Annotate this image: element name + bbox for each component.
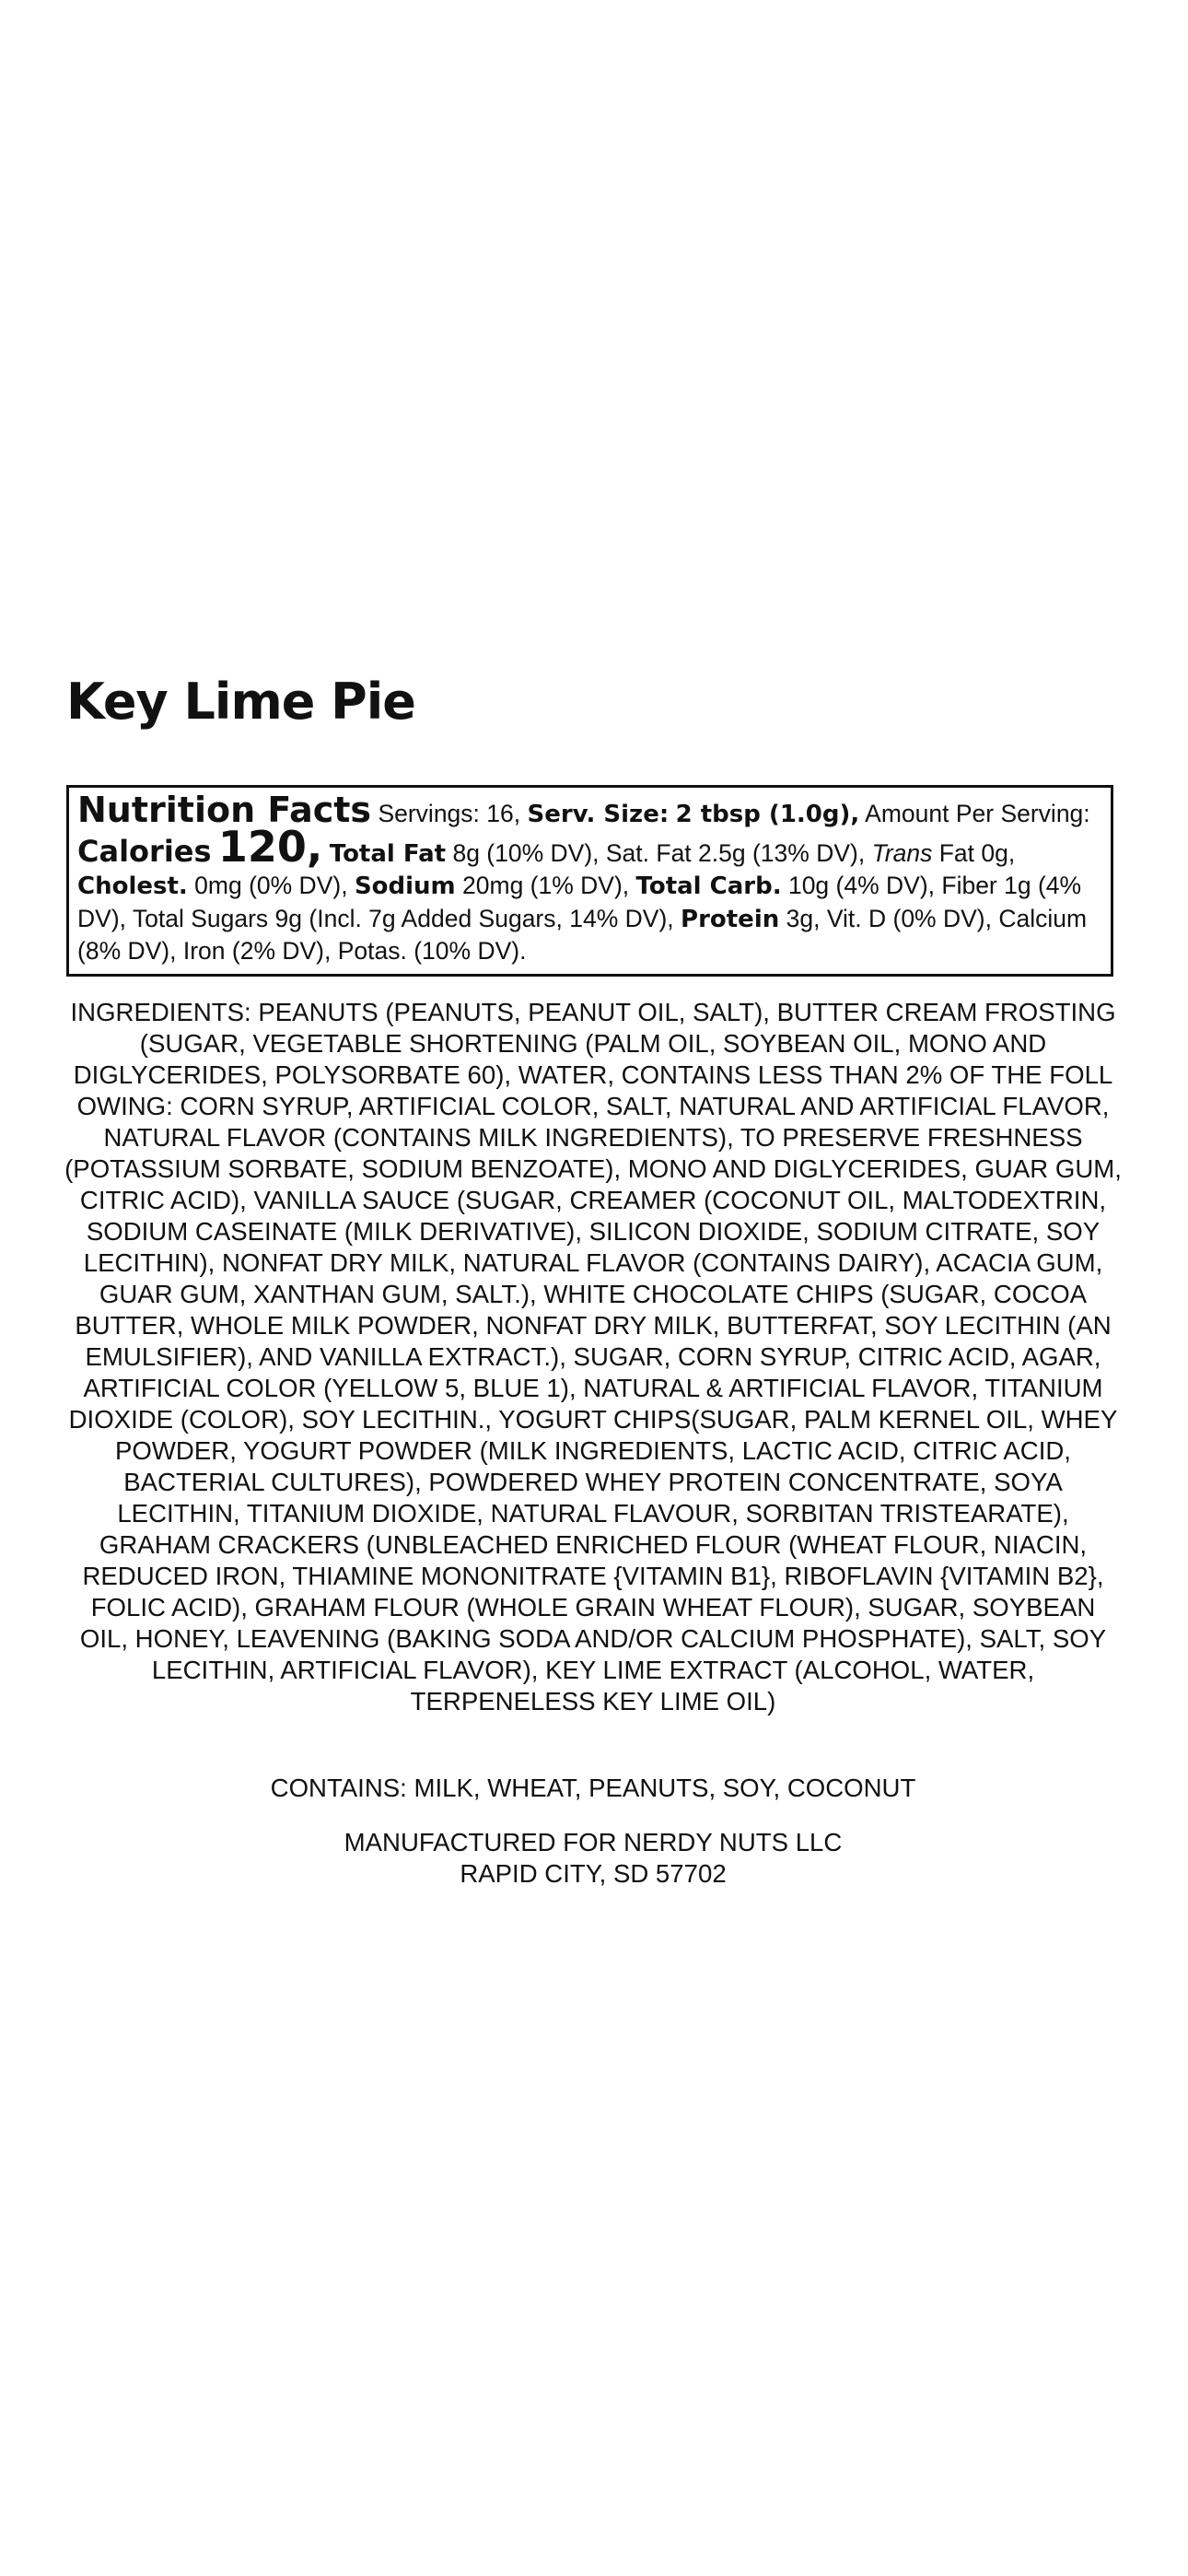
sodium-label: Sodium	[354, 872, 456, 900]
nutrition-facts-heading: Nutrition Facts	[77, 790, 372, 830]
trans-fat-value: Fat 0g,	[938, 838, 1016, 867]
trans-fat-label: Trans	[871, 838, 933, 867]
serving-size-label: Serv. Size:	[527, 801, 670, 828]
calories-value: 120,	[217, 821, 323, 872]
calories-label: Calories	[77, 833, 212, 869]
ingredients-list: INGREDIENTS: PEANUTS (PEANUTS, PEANUT OIL, SALT), BUTTER CREAM FROSTING (SUGAR, VEGETABLE SHORTENING (PALM OIL, SOYBEAN OIL, MONO AND DIGLYCERIDES, POLYSORBATE 60), WATER, CONTAINS LESS THAN 2% OF THE FOLL OWING: CORN SYRUP, ARTIFICIAL COLOR, SALT, NATURAL AND ARTIFICIAL FLAVOR, NATURAL FLAVOR (CONTAINS MILK INGREDIENTS), TO PRESERVE FRESHNESS (POTASSIUM SORBATE, SODIUM BENZOATE), MONO AND DIGLYCERIDES, GUAR GUM, CITRIC ACID), VANILLA SAUCE (SUGAR, CREAMER (COCONUT OIL, MALTODEXTRIN, SODIUM CASEINATE (MILK DERIVATIVE), SILICON DIOXIDE, SODIUM CITRATE, SOY LECITHIN), NONFAT DRY MILK, NATURAL FLAVOR (CONTAINS DAIRY), ACACIA GUM, GUAR GUM, XANTHAN GUM, SALT.), WHITE CHOCOLATE CHIPS (SUGAR, COCOA BUTTER, WHOLE MILK POWDER, NONFAT DRY MILK, BUTTERFAT, SOY LECITHIN (AN EMULSIFIER), AND VANILLA EXTRACT.), SUGAR, CORN SYRUP, CITRIC ACID, AGAR, ARTIFICIAL COLOR (YELLOW 5, BLUE 1), NATURAL & ARTIFICIAL FLAVOR, TITANIUM DIOXIDE (COLOR), SOY LECITHIN., YOGURT CHIPS(SUGAR, PALM KERNEL OIL, WHEY POWDER, YOGURT POWDER (MILK INGREDIENTS, LACTIC ACID, CITRIC ACID, BACTERIAL CULTURES), POWDERED WHEY PROTEIN CONCENTRATE, SOYA LECITHIN, TITANIUM DIOXIDE, NATURAL FLAVOUR, SORBITAN TRISTEARATE), GRAHAM CRACKERS (UNBLEACHED ENRICHED FLOUR (WHEAT FLOUR, NIACIN, REDUCED IRON, THIAMINE MONONITRATE {VITAMIN B1}, RIBOFLAVIN {VITAMIN B2}, FOLIC ACID), GRAHAM FLOUR (WHOLE GRAIN WHEAT FLOUR), SUGAR, SOYBEAN OIL, HONEY, LEAVENING (BAKING SODA AND/OR CALCIUM PHOSPHATE), SALT, SOY LECITHIN, ARTIFICIAL FLAVOR), KEY LIME EXTRACT (ALCOHOL, WATER, TERPENELESS KEY LIME OIL)	[64, 998, 1122, 1715]
sodium-value: 20mg (1% DV),	[462, 872, 630, 899]
manufacturer-name: MANUFACTURED FOR NERDY NUTS LLC	[344, 1828, 843, 1856]
protein-value: 3g, Vit. D (0% DV), Calcium (8% DV), Iron (2% DV), Potas. (10% DV).	[77, 904, 1088, 965]
cholesterol-label: Cholest.	[77, 872, 188, 900]
total-fat-label: Total Fat	[329, 839, 447, 868]
cholesterol-value: 0mg (0% DV),	[194, 872, 348, 899]
total-fat-value: 8g (10% DV), Sat. Fat 2.5g (13% DV),	[452, 838, 866, 867]
nutrition-facts-panel	[66, 785, 1113, 977]
servings-text: Servings: 16,	[378, 800, 521, 827]
product-title: Key Lime Pie	[66, 673, 415, 731]
total-carb-value: 10g (4% DV), Fiber 1g (4% DV), Total Sugars 9g (Incl. 7g Added Sugars, 14% DV),	[77, 872, 1082, 932]
serving-size-value: 2 tbsp (1.0g),	[675, 801, 860, 828]
manufacturer-info	[64, 1827, 1122, 1890]
manufacturer-address: RAPID CITY, SD 57702	[460, 1859, 727, 1888]
protein-label: Protein	[681, 905, 780, 933]
amount-per-serving-text: Amount Per Serving:	[865, 800, 1090, 827]
total-carb-label: Total Carb.	[635, 872, 782, 900]
allergen-statement: CONTAINS: MILK, WHEAT, PEANUTS, SOY, COCONUT	[270, 1774, 916, 1802]
